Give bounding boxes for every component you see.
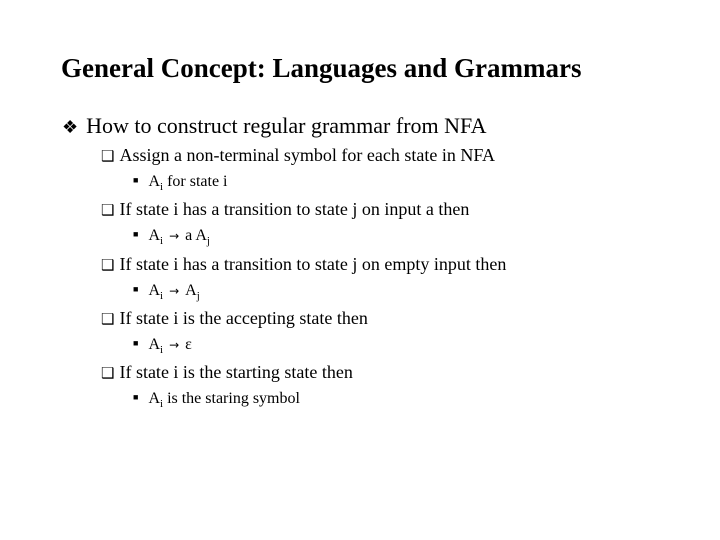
square-bullet-icon: ■ — [133, 338, 139, 348]
right-arrow-icon: → — [169, 338, 180, 352]
rule-line-4 — [133, 335, 192, 360]
rule-symbol: A — [148, 282, 160, 299]
rule-line-5 — [133, 389, 300, 414]
rule-subscript: j — [206, 235, 210, 247]
rule-rhs: ε — [185, 336, 192, 353]
sub-bullet-2 — [101, 197, 469, 223]
rule-text: is the staring symbol — [163, 390, 300, 407]
sub-bullet-text: If state i is the starting state then — [119, 362, 353, 382]
square-bullet-icon: ■ — [133, 284, 139, 294]
rule-line-3 — [133, 281, 200, 306]
sub-bullet-4 — [101, 306, 368, 332]
right-arrow-icon: → — [169, 229, 180, 243]
rule-symbol: A — [148, 173, 160, 190]
sub-bullet-text: If state i has a transition to state j on input a then — [119, 199, 470, 219]
rule-symbol: A — [148, 390, 160, 407]
checkbox-bullet-icon: ❑ — [101, 203, 115, 219]
rule-subscript: i — [160, 181, 164, 193]
rule-line-2 — [133, 226, 210, 251]
sub-bullet-text: Assign a non-terminal symbol for each state in NFA — [119, 145, 496, 165]
rule-line-1 — [133, 172, 227, 197]
rule-rhs: a A — [185, 227, 207, 244]
slide-title: General Concept: Languages and Grammars — [61, 53, 582, 83]
checkbox-bullet-icon: ❑ — [101, 366, 115, 382]
sub-bullet-5 — [101, 360, 353, 386]
checkbox-bullet-icon: ❑ — [101, 312, 115, 328]
rule-text: for state i — [163, 173, 228, 190]
sub-bullet-text: If state i has a transition to state j on empty input then — [119, 254, 507, 274]
rule-subscript: i — [160, 398, 164, 410]
rule-rhs: A — [185, 282, 197, 299]
main-bullet-text: How to construct regular grammar from NFA — [86, 113, 487, 138]
diamond-bullet-icon: ❖ — [62, 117, 79, 137]
square-bullet-icon: ■ — [133, 392, 139, 402]
checkbox-bullet-icon: ❑ — [101, 258, 115, 274]
square-bullet-icon: ■ — [133, 175, 139, 185]
rule-symbol: A — [148, 336, 160, 353]
rule-subscript: i — [160, 235, 164, 247]
sub-bullet-3 — [101, 252, 506, 278]
sub-bullet-1 — [101, 143, 495, 169]
rule-subscript: i — [160, 344, 164, 356]
right-arrow-icon: → — [169, 284, 180, 298]
rule-subscript: j — [196, 290, 200, 302]
rule-symbol: A — [148, 227, 160, 244]
rule-subscript: i — [160, 290, 164, 302]
main-bullet — [62, 112, 487, 141]
sub-bullet-text: If state i is the accepting state then — [119, 308, 368, 328]
checkbox-bullet-icon: ❑ — [101, 149, 115, 165]
square-bullet-icon: ■ — [133, 229, 139, 239]
